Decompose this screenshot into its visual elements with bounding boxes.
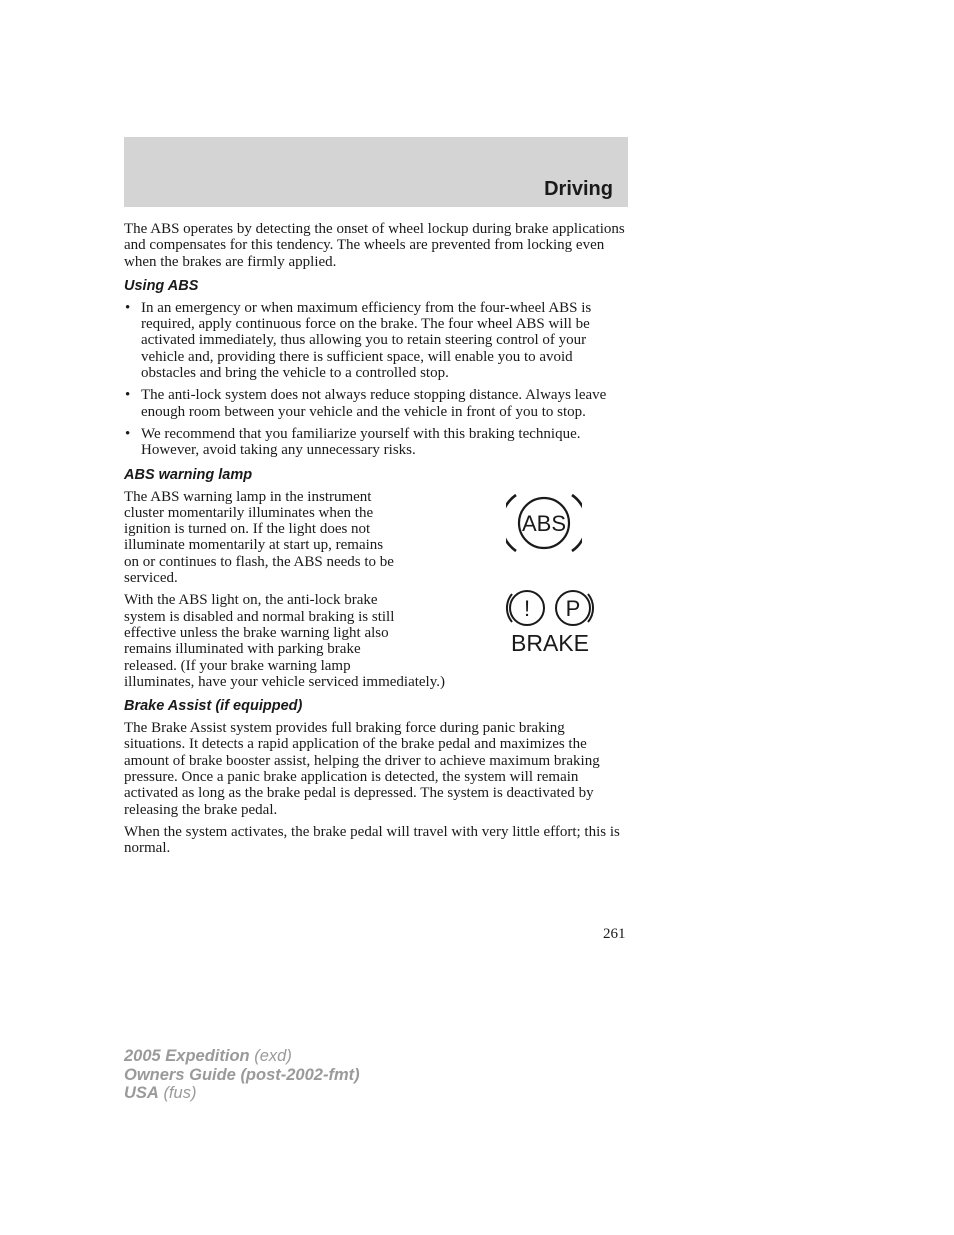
intro-paragraph: The ABS operates by detecting the onset of wheel lockup during brake applications and compensates for this tendency. The wheels are prevented from locking even when the brakes are firmly applied.: [124, 221, 625, 270]
bullet-marker: •: [125, 299, 131, 316]
page-content: [124, 221, 628, 863]
abs-lamp-paragraph-1: The ABS warning lamp in the instrument cluster momentarily illuminates when the ignition is turned on. If the light does not illuminate momentarily at start up, remains on or continues to flash, the ABS needs to be serviced.: [124, 488, 394, 587]
abs-icon-container: [398, 489, 628, 561]
abs-warning-lamp-heading: ABS warning lamp: [124, 466, 253, 483]
exclamation-icon-label: !: [523, 596, 531, 622]
section-title: Driving: [544, 178, 613, 200]
footer-line-3: USA (fus): [124, 1084, 197, 1102]
using-abs-heading: Using ABS: [124, 277, 199, 294]
brake-warning-icon: [504, 590, 604, 656]
abs-warning-icon: [506, 491, 582, 555]
footer-line-1: 2005 Expedition (exd): [124, 1047, 292, 1065]
brake-assist-paragraph-1: The Brake Assist system provides full braking force during panic braking situations. It detects a rapid application of the brake pedal and maximizes the amount of brake booster assist, helping the driver to achieve maximum braking pressure. Once a panic brake application is detected, the system will remain activated as long as the brake pedal is depressed. The system is deactivated by releasing the brake pedal.: [124, 720, 600, 818]
brake-icon-label: BRAKE: [511, 630, 589, 657]
abs-lamp-paragraph-2: With the ABS light on, the anti-lock brake system is disabled and normal braking is still effective unless the brake warning light also remains illuminated with parking brake released. (If your brake warning lamp illuminates, have your vehicle serviced immediately.): [124, 592, 445, 690]
bullet-marker: •: [125, 387, 131, 404]
brake-assist-paragraph-2: When the system activates, the brake pedal will travel with very little effort; this is normal.: [124, 823, 620, 857]
brake-assist-heading: Brake Assist (if equipped): [124, 698, 303, 715]
footer-line-2: Owners Guide (post-2002-fmt): [124, 1065, 360, 1084]
abs-icon-label: ABS: [521, 510, 567, 536]
using-abs-list: [124, 300, 628, 459]
brake-icon-container: [398, 592, 628, 668]
document-footer: [124, 1047, 360, 1103]
page-number: 261: [603, 926, 626, 942]
list-item: • We recommend that you familiarize yourself with this braking technique. However, avoid taking any unnecessary risks.: [125, 425, 581, 459]
section-header: [124, 137, 628, 207]
bullet-marker: •: [125, 425, 131, 442]
list-item: • In an emergency or when maximum efficiency from the four-wheel ABS is required, apply continuous force on the brake. The four wheel ABS will be activated immediately, thus allowing you to retain steering control of your vehicle and, providing there is sufficient space, will enable you to avoid obstacles and bring the vehicle to a controlled stop.: [125, 299, 592, 382]
list-item: • The anti-lock system does not always reduce stopping distance. Always leave enough room between your vehicle and the vehicle in front of you to stop.: [125, 387, 607, 420]
parking-icon-label: P: [565, 596, 581, 622]
